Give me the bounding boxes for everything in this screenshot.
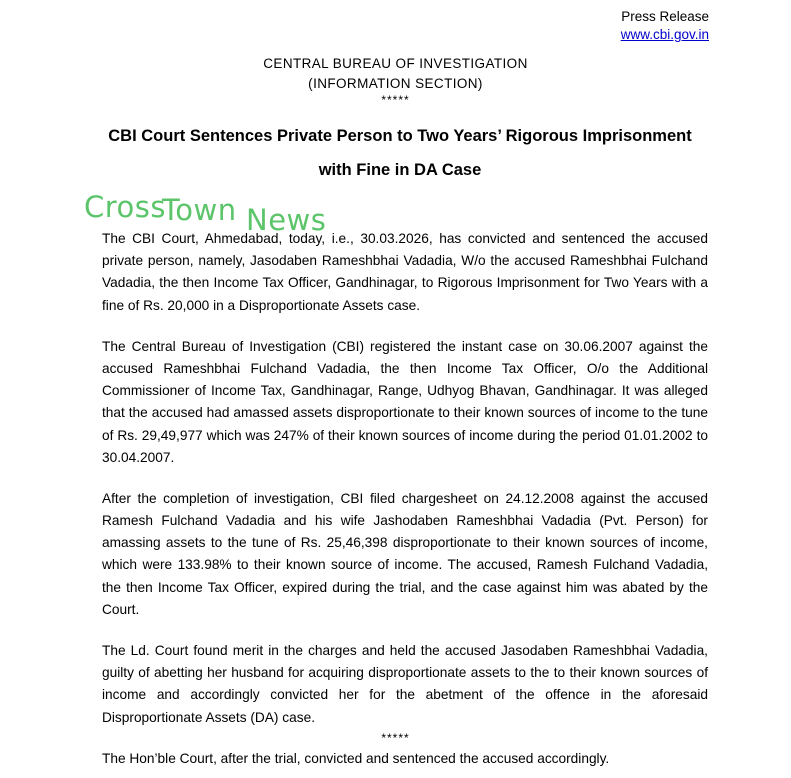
- body-paragraph: The CBI Court, Ahmedabad, today, i.e., 30.03.2026, has convicted and sentenced the accused private person, namely, Jasodaben Rameshbhai Vadadia, W/o the accused Rameshbhai Fulchand Vadadia, the then Income Tax Officer, Gandhinagar, to Rigorous Imprisonment for Two Years with a fine of Rs. 20,000 in a Disproportionate Assets case.: [102, 231, 708, 313]
- footer-separator: *****: [381, 731, 410, 745]
- watermark-word-cross: Cross: [84, 190, 166, 224]
- body-paragraph: The Central Bureau of Investigation (CBI) registered the instant case on 30.06.2007 against the accused Rameshbhai Fulchand Vadadia, the then Income Tax Officer, O/o the Additional Commissioner of Income Tax, Gandhinagar, Range, Udhyog Bhavan, Gandhinagar. It was alleged that the accused had amassed assets disproportionate to their known sources of income to the tune of Rs. 29,49,977 which was 247% of their known sources of income during the period 01.01.2002 to 30.04.2007.: [102, 338, 708, 465]
- organization-section: (INFORMATION SECTION): [308, 75, 483, 91]
- body-paragraph: After the completion of investigation, CBI filed chargesheet on 24.12.2008 against the accused Ramesh Fulchand Vadadia and his wife Jashodaben Rameshbhai Vadadia (Pvt. Person) for amassing assets to the tune of Rs. 25,46,398 disproportionate to their known sources of income, which were 133.98% to their known source of income. The accused, Ramesh Fulchand Vadadia, the then Income Tax Officer, expired during the trial, and the case against him was abated by the Court.: [102, 490, 708, 617]
- cbi-website-link[interactable]: www.cbi.gov.in: [620, 27, 709, 43]
- organization-name: CENTRAL BUREAU OF INVESTIGATION: [263, 56, 528, 71]
- press-release-label: Press Release: [621, 9, 709, 24]
- watermark-word-news: News: [246, 203, 327, 237]
- header-separator: *****: [381, 93, 410, 108]
- page-title: CBI Court Sentences Private Person to Two Years’ Rigorous Imprisonment with Fine in DA Case: [108, 127, 692, 179]
- watermark-word-town: Town: [162, 193, 237, 227]
- press-release-body: [102, 228, 708, 776]
- body-paragraph: The Hon’ble Court, after the trial, convicted and sentenced the accused accordingly.: [102, 750, 610, 766]
- organization-block: [0, 54, 791, 110]
- press-release-header: [621, 8, 709, 44]
- body-paragraph: The Ld. Court found merit in the charges and held the accused Jasodaben Rameshbhai Vadadia, guilty of abetting her husband for acquiring disproportionate assets to the to their known sources of income and accordingly convicted her for the abetment of the offence in the aforesaid Disproportionate Assets (DA) case.: [102, 643, 708, 725]
